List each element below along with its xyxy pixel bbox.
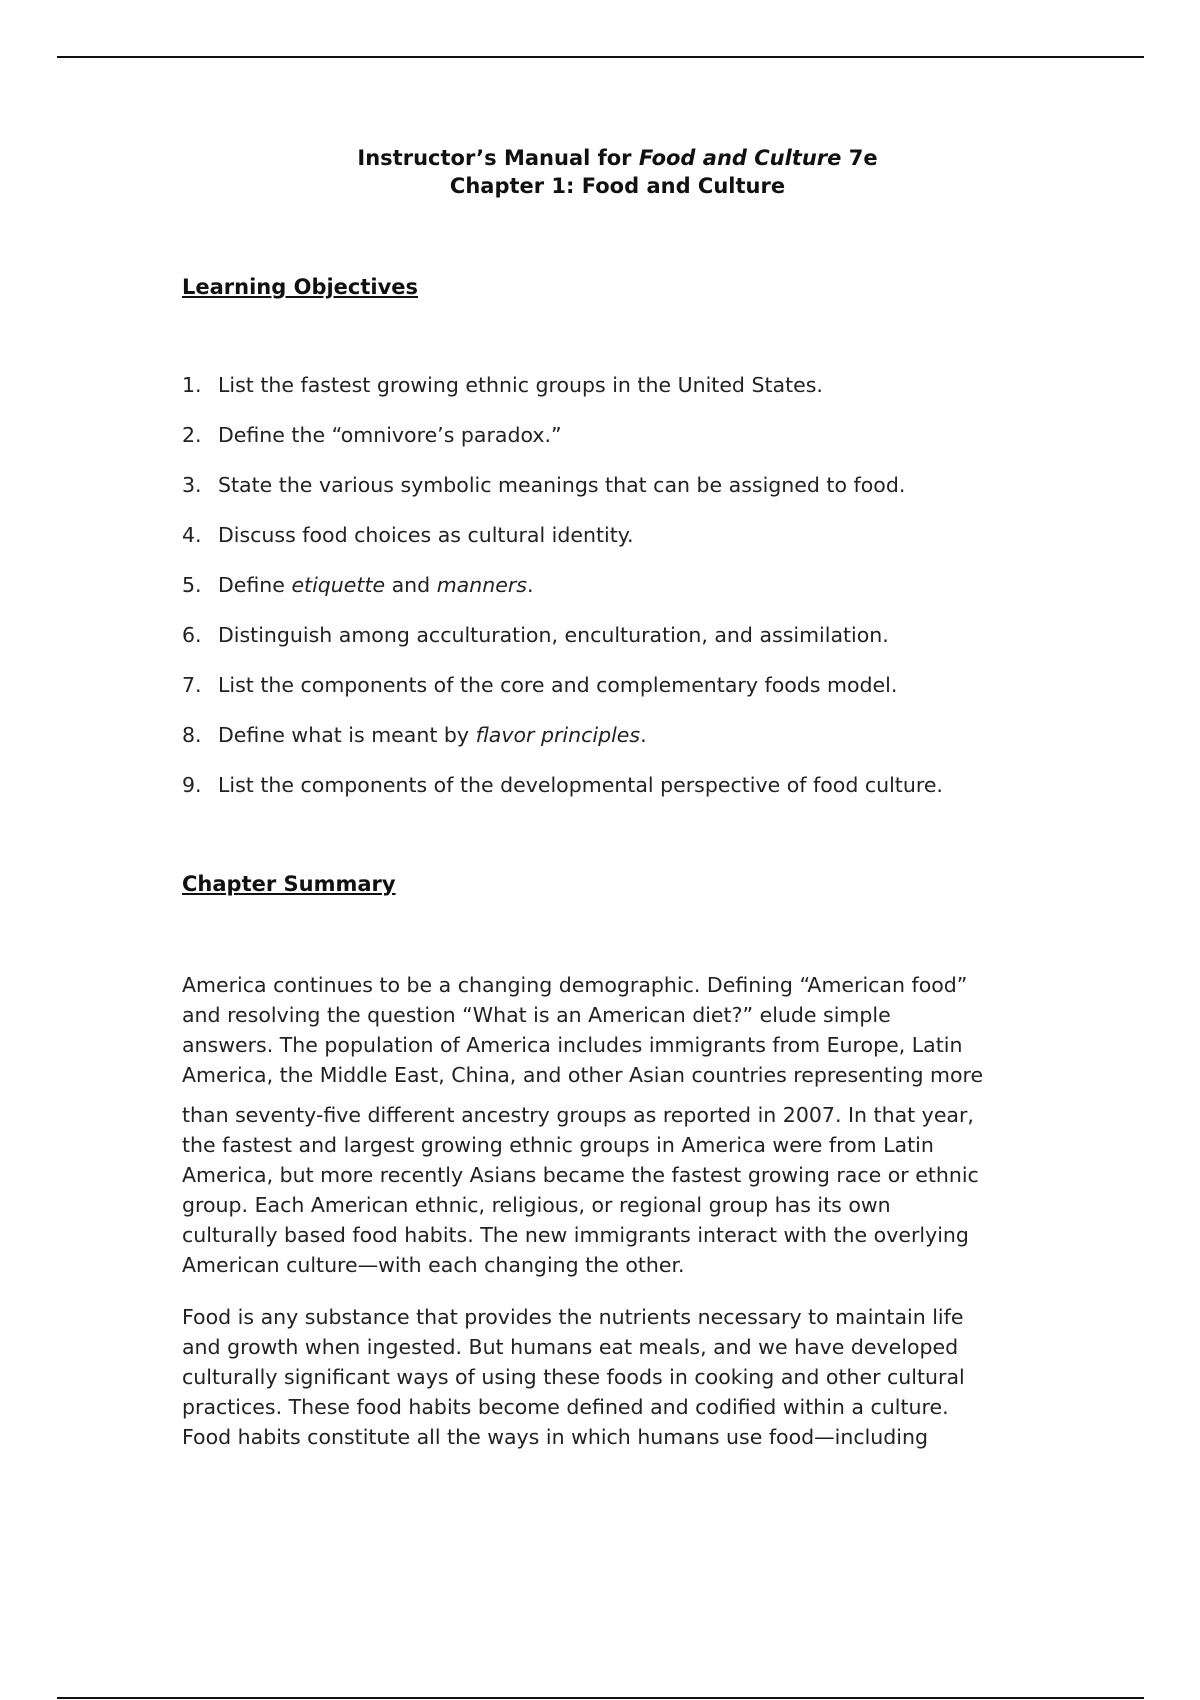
list-item: 7. List the components of the core and complementary foods model.	[182, 673, 898, 697]
text-line: Food is any substance that provides the nutrients necessary to maintain life	[182, 1305, 964, 1329]
learning-objectives-list	[182, 372, 1082, 822]
text-line: culturally based food habits. The new immigrants interact with the overlying	[182, 1223, 969, 1247]
text-line: than seventy-five different ancestry groups as reported in 2007. In that year,	[182, 1103, 974, 1127]
text-line: Food habits constitute all the ways in which humans use food—including	[182, 1425, 928, 1449]
text-line: the fastest and largest growing ethnic groups in America were from Latin	[182, 1133, 934, 1157]
bottom-rule	[57, 1697, 1144, 1699]
text-line: American culture—with each changing the other.	[182, 1253, 685, 1277]
list-item: 1. List the fastest growing ethnic groups in the United States.	[182, 373, 823, 397]
text-line: practices. These food habits become defined and codified within a culture.	[182, 1395, 949, 1419]
text-line: and growth when ingested. But humans eat meals, and we have developed	[182, 1335, 959, 1359]
list-item: 3. State the various symbolic meanings that can be assigned to food.	[182, 473, 906, 497]
text-line: America, the Middle East, China, and other Asian countries representing more	[182, 1063, 984, 1087]
document-title	[0, 144, 1200, 200]
list-item: 5. Define etiquette and manners.	[182, 573, 534, 597]
text-line: culturally significant ways of using these foods in cooking and other cultural	[182, 1365, 965, 1389]
list-item: 4. Discuss food choices as cultural identity.	[182, 523, 634, 547]
text-line: America, but more recently Asians became the fastest growing race or ethnic	[182, 1163, 979, 1187]
text-line: answers. The population of America includes immigrants from Europe, Latin	[182, 1033, 963, 1057]
title-line-1: Instructor’s Manual for Food and Culture 7e	[357, 146, 878, 170]
list-item: 6. Distinguish among acculturation, enculturation, and assimilation.	[182, 623, 889, 647]
text-line: and resolving the question “What is an American diet?” elude simple	[182, 1003, 891, 1027]
list-item: 8. Define what is meant by flavor principles.	[182, 723, 647, 747]
text-line: America continues to be a changing demographic. Defining “American food”	[182, 973, 968, 997]
book-title: Food and Culture	[638, 146, 842, 170]
summary-paragraph-3	[182, 1302, 1062, 1452]
text-line: group. Each American ethnic, religious, or regional group has its own	[182, 1193, 891, 1217]
summary-paragraph-2	[182, 1100, 1062, 1280]
list-item: 2. Define the “omnivore’s paradox.”	[182, 423, 562, 447]
chapter-title: Chapter 1: Food and Culture	[449, 174, 786, 198]
summary-paragraph-1	[182, 970, 1062, 1090]
list-item: 9. List the components of the developmental perspective of food culture.	[182, 773, 943, 797]
chapter-summary-heading: Chapter Summary	[182, 872, 396, 896]
learning-objectives-heading: Learning Objectives	[182, 275, 419, 299]
top-rule	[57, 56, 1144, 58]
